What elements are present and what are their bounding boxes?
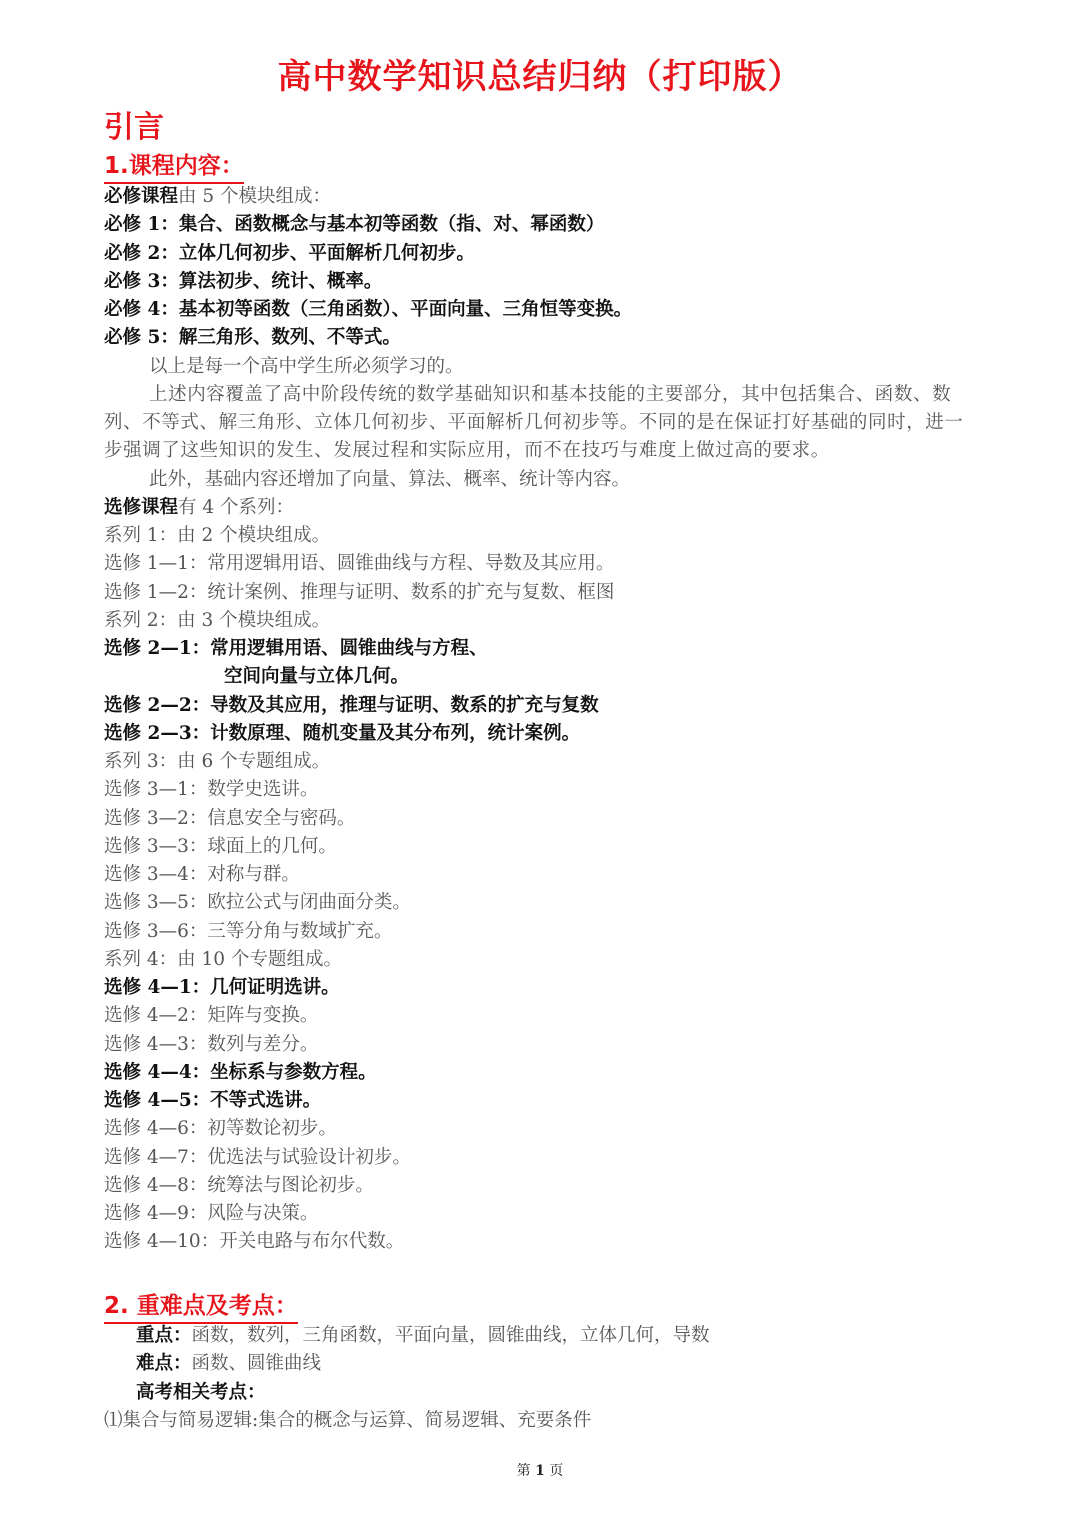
elective-intro	[104, 494, 979, 522]
difficult-points-label: 难点：	[136, 1353, 192, 1375]
page-footer	[0, 1460, 1080, 1480]
footer-prefix: 第	[516, 1463, 531, 1479]
series-1-item: 选修 1—2：统计案例、推理与证明、数系的扩充与复数、框图	[104, 581, 615, 603]
exam-point-item: ⑴集合与简易逻辑:集合的概念与运算、简易逻辑、充要条件	[104, 1409, 592, 1431]
section-2-body	[104, 1322, 979, 1435]
series-3-item: 选修 3—1：数学史选讲。	[104, 779, 319, 801]
key-points-label: 重点：	[136, 1325, 192, 1346]
key-points	[104, 1322, 979, 1350]
series-1-head: 系列 1：由 2 个模块组成。	[104, 525, 331, 546]
series-3-item: 选修 3—2：信息安全与密码。	[104, 807, 356, 829]
series-3-item: 选修 3—6：三等分角与数域扩充。	[104, 920, 393, 942]
series-4-item: 选修 4—1：几何证明选讲。	[104, 977, 340, 998]
section-1-heading: 1.课程内容：	[104, 150, 244, 184]
series-4-item: 选修 4—4：坐标系与参数方程。	[104, 1061, 377, 1083]
series-4-item: 选修 4—9：风险与决策。	[104, 1203, 319, 1224]
footer-suffix: 页	[549, 1463, 564, 1479]
series-3-item: 选修 3—5：欧拉公式与闭曲面分类。	[104, 892, 411, 914]
elective-intro-key: 选修课程	[104, 496, 179, 518]
series-4-item: 选修 4—5：不等式选讲。	[104, 1090, 322, 1111]
series-2-head: 系列 2：由 3 个模块组成。	[104, 609, 331, 631]
required-module-4: 必修 4：基本初等函数（三角函数）、平面向量、三角恒等变换。	[104, 299, 633, 320]
section-1-body	[104, 183, 979, 1257]
page-number: 1	[535, 1463, 545, 1479]
series-4-item: 选修 4—10：开关电路与布尔代数。	[104, 1231, 405, 1253]
document-title: 高中数学知识总结归纳（打印版）	[277, 57, 803, 97]
series-4-item: 选修 4—6：初等数论初步。	[104, 1118, 337, 1140]
series-4-head: 系列 4：由 10 个专题组成。	[104, 948, 342, 970]
series-2-item: 选修 2—1：常用逻辑用语、圆锥曲线与方程、	[104, 638, 488, 659]
series-1-item: 选修 1—1：常用逻辑用语、圆锥曲线与方程、导数及其应用。	[104, 553, 615, 575]
required-module-2: 必修 2：立体几何初步、平面解析几何初步。	[104, 242, 475, 264]
paragraph-1: 以上是每一个高中学生所必须学习的。	[149, 355, 464, 377]
series-2-item: 选修 2—2：导数及其应用，推理与证明、数系的扩充与复数	[104, 694, 599, 716]
intro-heading: 引言	[104, 110, 164, 145]
series-4-item: 选修 4—8：统筹法与图论初步。	[104, 1174, 374, 1196]
series-4-item: 选修 4—3：数列与差分。	[104, 1033, 319, 1055]
exam-points-label: 高考相关考点：	[136, 1381, 266, 1403]
series-2-item: 选修 2—3：计数原理、随机变量及其分布列，统计案例。	[104, 722, 581, 744]
series-3-item: 选修 3—3：球面上的几何。	[104, 835, 337, 857]
paragraph-2: 上述内容覆盖了高中阶段传统的数学基础知识和基本技能的主要部分，其中包括集合、函数、数列、不等式、解三角形、立体几何初步、平面解析几何初步等。不同的是在保证打好基础的同时，进一步强调了这些知识的发生、发展过程和实际应用，而不在技巧与难度上做过高的要求。	[104, 383, 964, 462]
required-module-1: 必修 1：集合、函数概念与基本初等函数（指、对、幂函数）	[104, 214, 605, 236]
series-4-item: 选修 4—7：优选法与试验设计初步。	[104, 1146, 411, 1168]
required-intro-key: 必修课程	[104, 186, 179, 207]
elective-intro-rest: 有 4 个系列：	[178, 496, 295, 518]
difficult-points	[104, 1350, 979, 1378]
paragraph-3: 此外，基础内容还增加了向量、算法、概率、统计等内容。	[149, 468, 631, 490]
required-module-3: 必修 3：算法初步、统计、概率。	[104, 270, 383, 292]
required-intro	[104, 183, 979, 211]
required-intro-rest: 由 5 个模块组成：	[178, 186, 332, 207]
difficult-points-text: 函数、圆锥曲线	[191, 1353, 322, 1375]
series-3-item: 选修 3—4：对称与群。	[104, 864, 300, 885]
key-points-text: 函数，数列，三角函数，平面向量，圆锥曲线，立体几何，导数	[191, 1325, 710, 1346]
series-4-item: 选修 4—2：矩阵与变换。	[104, 1005, 319, 1027]
series-2-item-continued: 空间向量与立体几何。	[224, 666, 410, 688]
section-2-heading: 2. 重难点及考点：	[104, 1290, 298, 1324]
required-module-5: 必修 5：解三角形、数列、不等式。	[104, 327, 401, 349]
series-3-head: 系列 3：由 6 个专题组成。	[104, 751, 331, 772]
